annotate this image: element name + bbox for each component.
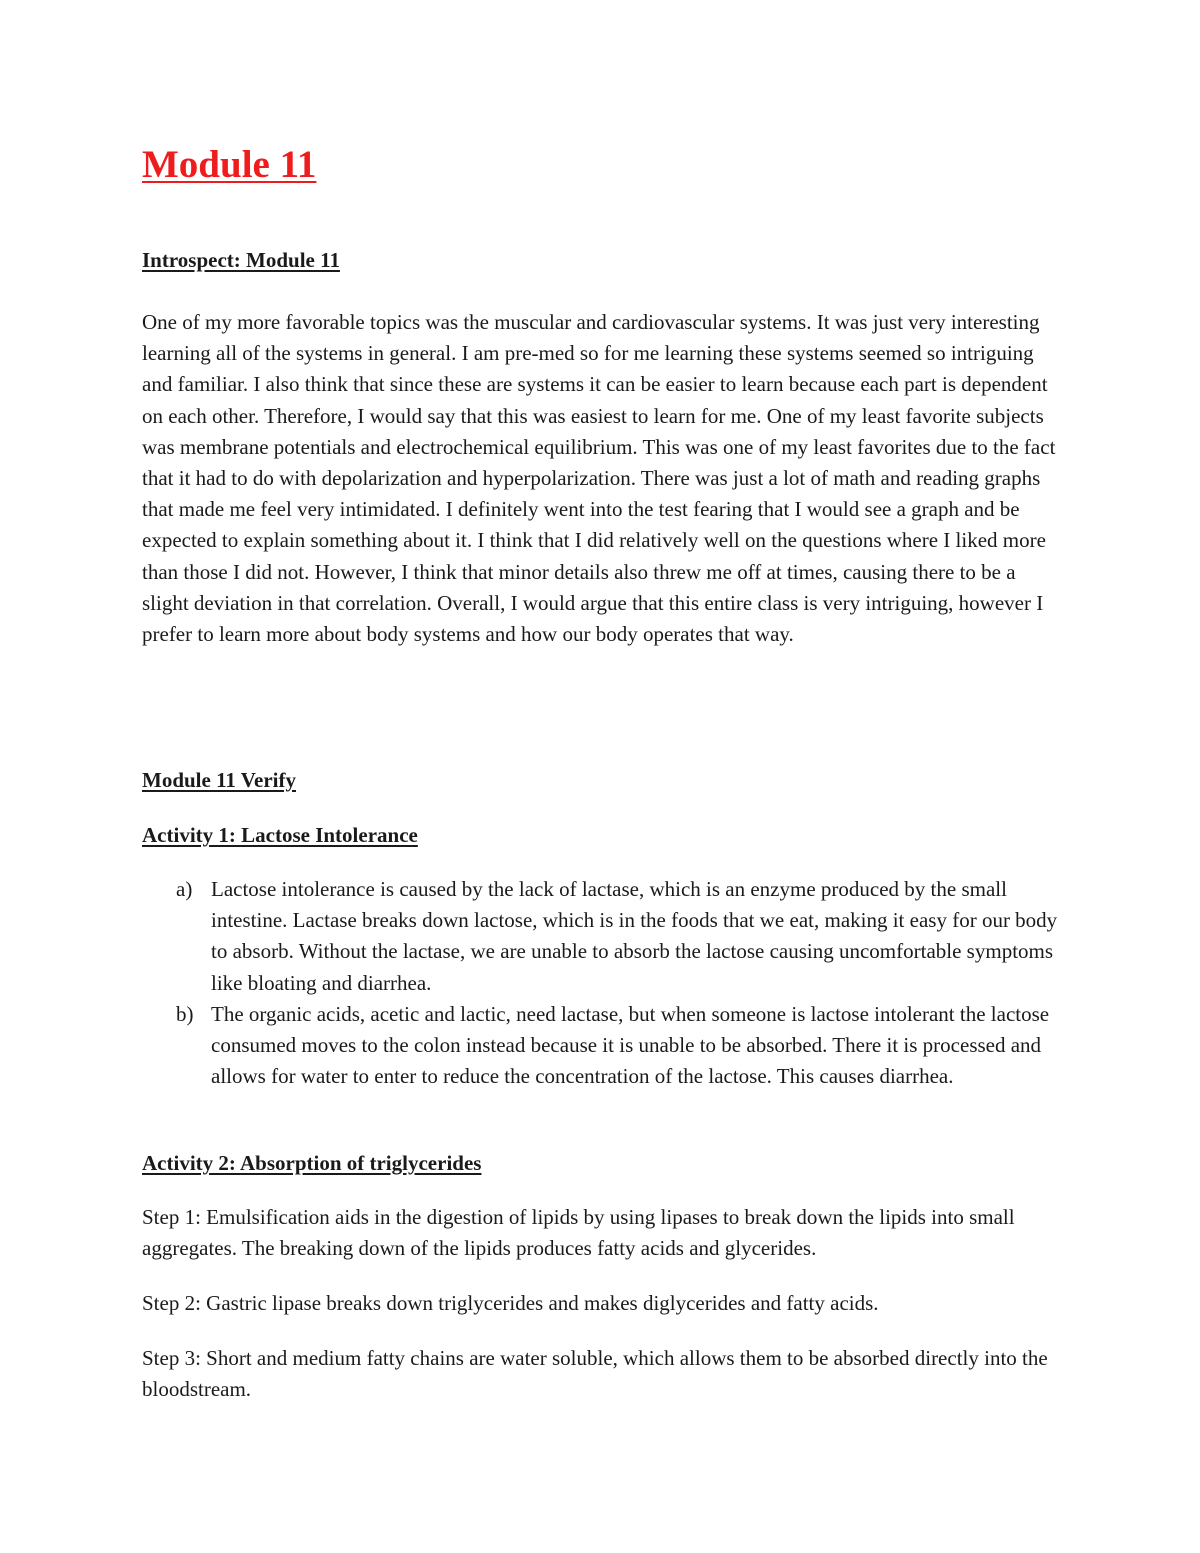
activity1-heading: Activity 1: Lactose Intolerance [142,823,418,847]
activity2-heading: Activity 2: Absorption of triglycerides [142,1151,482,1175]
activity1-answer-list [142,874,1067,1092]
activity2-step3: Step 3: Short and medium fatty chains are water soluble, which allows them to be absorbed directly into the bloodstream. [142,1346,1048,1402]
list-item [142,999,1067,1093]
activity2-step1: Step 1: Emulsification aids in the digestion of lipids by using lipases to break down the lipids into small aggregates. The breaking down of the lipids produces fatty acids and glycerides. [142,1205,1015,1261]
list-item-marker: b) [176,1001,194,1026]
list-item [142,874,1067,999]
introspect-heading: Introspect: Module 11 [142,248,340,272]
activity2-step2: Step 2: Gastric lipase breaks down triglycerides and makes diglycerides and fatty acids. [142,1291,879,1315]
list-item-marker: a) [176,877,193,901]
introspect-paragraph: One of my more favorable topics was the muscular and cardiovascular systems. It was just very interesting learning all of the systems in general. I am pre-med so for me learning these systems seemed so intriguing and familiar. I also think that since these are systems it can be easier to learn because each part is dependent on each other. Therefore, I would say that this was easiest to learn for me. One of my least favorite subjects was membrane potentials and electrochemical equilibrium. This was one of my least favorites due to the fact that it had to do with depolarization and hyperpolarization. There was just a lot of math and reading graphs that made me feel very intimidated. I definitely went into the test fearing that I would see a graph and be expected to explain something about it. I think that I did relatively well on the questions where I liked more than those I did not. However, I think that minor details also threw me off at times, causing there to be a slight deviation in that correlation. Overall, I would argue that this entire class is very intriguing, however I prefer to learn more about body systems and how our body operates that way. [142,310,1056,647]
list-item-text: Lactose intolerance is caused by the lack of lactase, which is an enzyme produced by the small intestine. Lactase breaks down lactose, which is in the foods that we eat, making it easy for our body to absorb. Without the lactase, we are unable to absorb the lactose causing uncomfortable symptoms like bloating and diarrhea. [211,877,1058,995]
list-item-text: The organic acids, acetic and lactic, need lactase, but when someone is lactose intolerant the lactose consumed moves to the colon instead because it is unable to be absorbed. There it is processed and allows for water to enter to reduce the concentration of the lactose. This causes diarrhea. [211,1001,1050,1089]
verify-heading: Module 11 Verify [142,768,297,792]
document-title: Module 11 [142,143,317,186]
